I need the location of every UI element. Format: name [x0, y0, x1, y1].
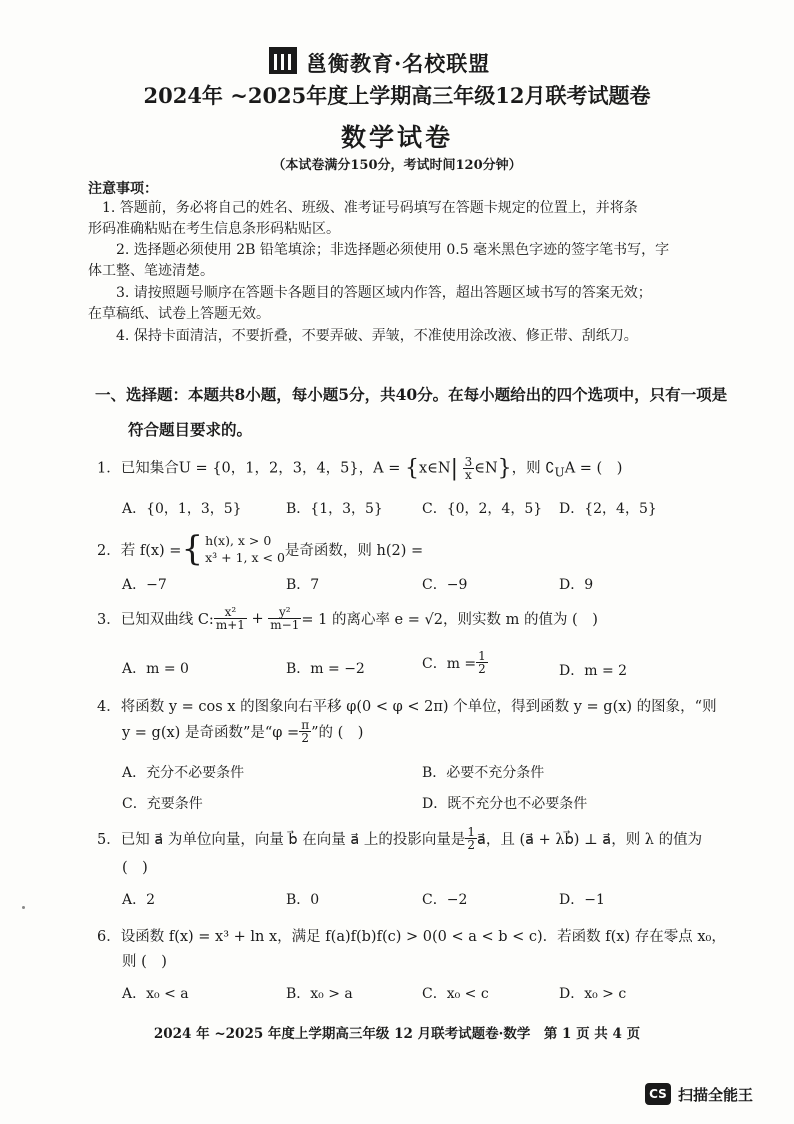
q5-option-d[interactable]: D．−1: [559, 892, 605, 908]
question-6-line1: 6．设函数 f(x) = x³ + ln x，满足 f(a)f(b)f(c) > 0(0 < a < b < c)．若函数 f(x) 存在零点 x₀，: [97, 929, 726, 945]
scanner-watermark-label: 扫描全能王: [678, 1086, 754, 1104]
q5-fraction: $\frac{1}{2}$: [467, 825, 475, 852]
notice-2-line2: 体工整、笔迹清楚。: [88, 263, 214, 279]
notice-1-line1: 1. 答题前，务必将自己的姓名、班级、准考证号码填写在答题卡规定的位置上，并将条: [102, 200, 638, 216]
q4-option-d[interactable]: D．既不充分也不必要条件: [422, 796, 588, 812]
question-4-line2: y = g(x) 是奇函数”是“φ = $\frac{\pi}{2}$ ”的 ( ): [122, 718, 364, 745]
notice-3-line1: 3. 请按照题号顺序在答题卡各题目的答题区域内作答，超出答题区域书写的答案无效；: [116, 285, 652, 301]
notice-2-line1: 2. 选择题必须使用 2B 铅笔填涂；非选择题必须使用 0.5 毫米黑色字迹的签字笔书写，字: [116, 242, 670, 258]
q3-option-b[interactable]: B．m = −2: [286, 661, 365, 677]
q2-stem-a: 2．若 f(x) =: [97, 542, 182, 559]
question-4-line1: 4．将函数 y = cos x 的图象向右平移 φ(0 < φ < 2π) 个单位，得到函数 y = g(x) 的图象，“则: [97, 699, 717, 715]
q4-option-a[interactable]: A．充分不必要条件: [122, 765, 245, 781]
camscanner-logo-icon: CS: [645, 1083, 671, 1105]
q4-option-c[interactable]: C．充要条件: [122, 796, 203, 812]
q5-option-b[interactable]: B．0: [286, 892, 320, 908]
q3-plus: +: [246, 610, 269, 627]
q1-complement-sub: U: [554, 465, 565, 480]
q2-option-a[interactable]: A．−7: [122, 577, 167, 593]
q3-option-c-fraction: $\frac{1}{2}$: [478, 649, 486, 676]
subject-title: 数学试卷: [340, 123, 453, 152]
q1-option-a[interactable]: A．{0，1，3，5}: [122, 501, 242, 517]
question-6-line2: 则 ( ): [122, 954, 167, 970]
q3-option-c[interactable]: C．m = $\frac{1}{2}$: [422, 649, 486, 676]
org-name: 邕衡教育·名校联盟: [306, 51, 491, 76]
q3-stem-a: 3．已知双曲线 C:: [97, 612, 214, 628]
notice-3-line2: 在草稿纸、试卷上答题无效。: [88, 306, 270, 322]
q2-stem-b: 是奇函数，则 h(2) =: [284, 542, 424, 559]
notice-4: 4. 保持卡面清洁，不要折叠，不要弄破、弄皱，不准使用涂改液、修正带、刮纸刀。: [116, 328, 638, 344]
question-2: 2．若 f(x) = { h(x), x > 0 x³ + 1, x < 0 是奇函数，则 h(2) =: [97, 529, 424, 569]
q5-option-c[interactable]: C．−2: [422, 892, 468, 908]
q1-option-d[interactable]: D．{2，4，5}: [559, 501, 657, 517]
q6-option-d[interactable]: D．x₀ > c: [559, 986, 627, 1002]
section1-heading-cont: 符合题目要求的。: [128, 420, 253, 439]
book-logo-icon: [268, 46, 298, 76]
question-5-line1: 5．已知 a⃗ 为单位向量，向量 b⃗ 在向量 a⃗ 上的投影向量是 $\frac{1}{2}$ a⃗，且 (a⃗ + λb⃗) ⊥ a⃗，则 λ 的值为: [97, 825, 703, 852]
notice-1-line2: 形码准确粘贴在考生信息条形码粘贴区。: [88, 221, 340, 237]
q4-fraction: $\frac{\pi}{2}$: [301, 718, 310, 745]
q1-set-elem: x∈N: [418, 460, 451, 477]
q3-fraction-y: $\frac{\text{y²}}{m-1}$: [270, 605, 300, 632]
notice-heading: 注意事项：: [88, 181, 158, 197]
q1-set-cond: ∈N: [474, 460, 498, 477]
page-footer: 2024 年 ~2025 年度上学期高三年级 12 月联考试题卷·数学 第 1 页 共 4 页: [153, 1026, 641, 1042]
q1-stem-c: A = ( ): [564, 460, 623, 477]
q3-fraction-x: $\frac{\text{x²}}{m+1}$: [215, 605, 245, 632]
score-time-note: （本试卷满分150分，考试时间120分钟）: [272, 158, 522, 173]
question-1: 1．已知集合U = {0，1，2，3，4，5}，A = {x∈N| $\frac{3}{x}$ ∈N}，则 $∁_UA$ = ( ): [97, 455, 623, 482]
q2-option-b[interactable]: B．7: [286, 577, 320, 593]
q1-option-c[interactable]: C．{0，2，4，5}: [422, 501, 543, 517]
question-3: [97, 606, 598, 631]
exam-title: 2024年 ~2025年度上学期高三年级12月联考试题卷: [143, 83, 651, 108]
q2-case-1: h(x), x > 0: [205, 533, 272, 548]
q2-option-c[interactable]: C．−9: [422, 577, 468, 593]
question-5-line2: ( ): [122, 860, 148, 876]
q1-stem-b: ，则 ∁: [511, 460, 555, 477]
q5-option-a[interactable]: A．2: [122, 892, 156, 908]
q1-option-b[interactable]: B．{1，3，5}: [286, 501, 383, 517]
q3-stem-b: = 1 的离心率 e = √2，则实数 m 的值为 ( ): [301, 612, 598, 628]
q1-stem-a: 1．已知集合U = {0，1，2，3，4，5}，A =: [97, 460, 405, 477]
q3-option-a[interactable]: A．m = 0: [122, 661, 189, 677]
q2-option-d[interactable]: D．9: [559, 577, 594, 593]
q1-fraction: $\frac{3}{x}$: [464, 455, 473, 482]
q3-option-d[interactable]: D．m = 2: [559, 663, 628, 679]
section1-heading: 一、选择题：本题共8小题，每小题5分，共40分。在每小题给出的四个选项中，只有一项是: [95, 385, 728, 404]
q2-case-2: x³ + 1, x < 0: [205, 550, 285, 565]
q6-option-a[interactable]: A．x₀ < a: [122, 986, 189, 1002]
q4-option-b[interactable]: B．必要不充分条件: [422, 765, 545, 781]
scan-speck: [22, 906, 25, 909]
q6-option-b[interactable]: B．x₀ > a: [286, 986, 353, 1002]
q6-option-c[interactable]: C．x₀ < c: [422, 986, 489, 1002]
